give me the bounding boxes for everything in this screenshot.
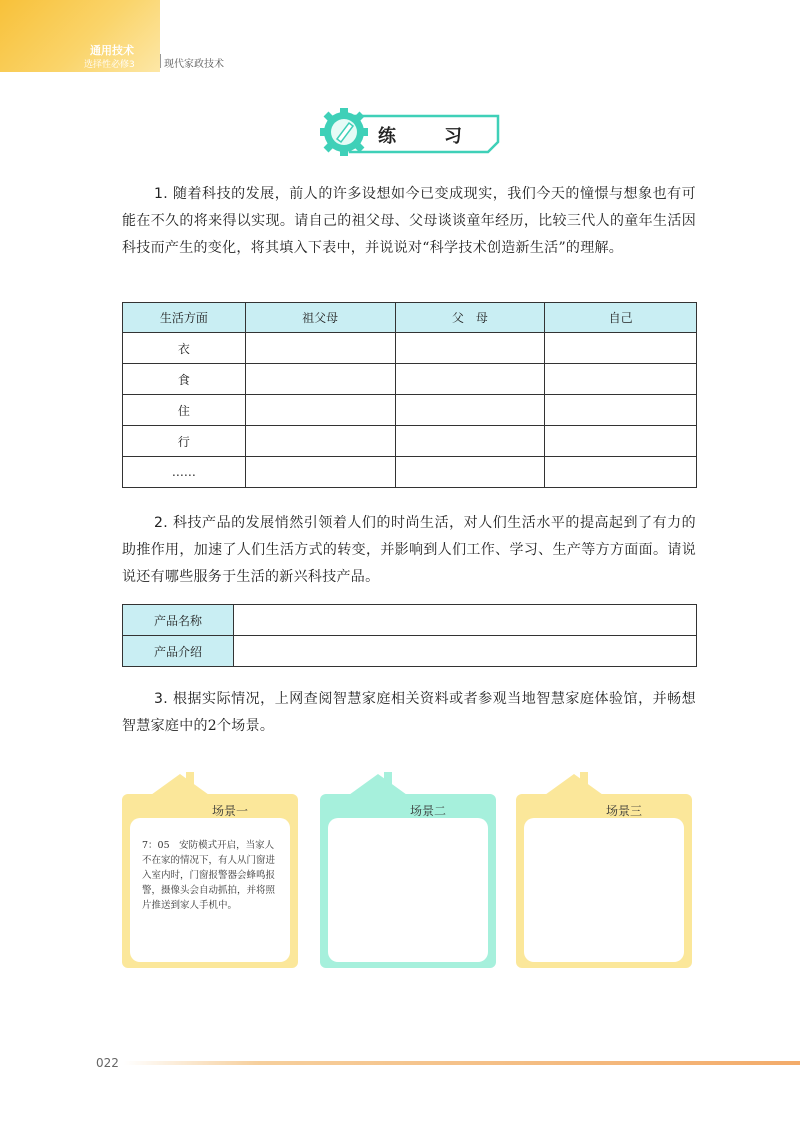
header-corner xyxy=(0,0,160,72)
row-label-product-name: 产品名称 xyxy=(123,605,234,636)
row-label-transport: 行 xyxy=(123,426,246,457)
scene-content[interactable] xyxy=(524,818,684,962)
generations-table xyxy=(122,302,697,488)
row-label-more: …… xyxy=(123,457,246,488)
scene-label: 场景三 xyxy=(606,804,643,818)
table-cell[interactable] xyxy=(395,364,545,395)
header-divider xyxy=(160,54,161,68)
exercise-2: 2. 科技产品的发展悄然引领着人们的时尚生活，对人们生活水平的提高起到了有力的助推作用，加速了人们生活方式的转变，并影响到人们工作、学习、生产等方方面面。请说说还有哪些服务于生活的新兴科技产品。 xyxy=(122,515,696,585)
table-cell[interactable] xyxy=(245,364,395,395)
scene-label: 场景一 xyxy=(212,804,249,818)
col-header-grandparents: 祖父母 xyxy=(245,303,395,333)
col-header-aspect: 生活方面 xyxy=(123,303,246,333)
table-cell[interactable] xyxy=(545,457,697,488)
footer-rule xyxy=(124,1061,800,1065)
table-cell[interactable] xyxy=(545,333,697,364)
product-intro-cell[interactable] xyxy=(234,636,697,667)
scene-card-2 xyxy=(320,770,500,970)
product-table xyxy=(122,604,697,667)
table-cell[interactable] xyxy=(395,395,545,426)
scene-label: 场景二 xyxy=(410,804,447,818)
table-cell[interactable] xyxy=(395,333,545,364)
scene-card-3 xyxy=(516,770,696,970)
table-cell[interactable] xyxy=(245,333,395,364)
scene-note: 7：05 安防模式开启，当家人不在家的情况下，有人从门窗进入室内时，门窗报警器会蜂鸣报警，摄像头会自动抓拍，并将照片推送到家人手机中。 xyxy=(142,840,276,911)
table-cell[interactable] xyxy=(545,395,697,426)
practice-title: 练 习 xyxy=(378,126,464,147)
book-title: 通用技术 xyxy=(90,44,134,57)
row-label-housing: 住 xyxy=(123,395,246,426)
row-label-product-intro: 产品介绍 xyxy=(123,636,234,667)
scene-card-1 xyxy=(122,770,302,970)
table-cell[interactable] xyxy=(545,364,697,395)
exercise-3: 3. 根据实际情况，上网查阅智慧家庭相关资料或者参观当地智慧家庭体验馆，并畅想智慧家庭中的2个场景。 xyxy=(122,691,696,734)
table-cell[interactable] xyxy=(395,457,545,488)
gear-icon xyxy=(320,108,368,156)
scene-content[interactable] xyxy=(328,818,488,962)
book-subtitle: 选择性必修3 xyxy=(84,60,135,70)
row-label-food: 食 xyxy=(123,364,246,395)
exercise-1: 1. 随着科技的发展，前人的许多设想如今已变成现实，我们今天的憧憬与想象也有可能在不久的将来得以实现。请自己的祖父母、父母谈谈童年经历，比较三代人的童年生活因科技而产生的变化，将其填入下表中，并说说对“科学技术创造新生活”的理解。 xyxy=(122,186,696,256)
table-cell[interactable] xyxy=(395,426,545,457)
table-cell[interactable] xyxy=(245,395,395,426)
chapter-title: 现代家政技术 xyxy=(164,59,224,70)
page-number: 022 xyxy=(96,1056,119,1070)
product-name-cell[interactable] xyxy=(234,605,697,636)
table-cell[interactable] xyxy=(245,457,395,488)
col-header-parents: 父 母 xyxy=(395,303,545,333)
table-cell[interactable] xyxy=(545,426,697,457)
col-header-self: 自己 xyxy=(545,303,697,333)
table-cell[interactable] xyxy=(245,426,395,457)
row-label-clothing: 衣 xyxy=(123,333,246,364)
